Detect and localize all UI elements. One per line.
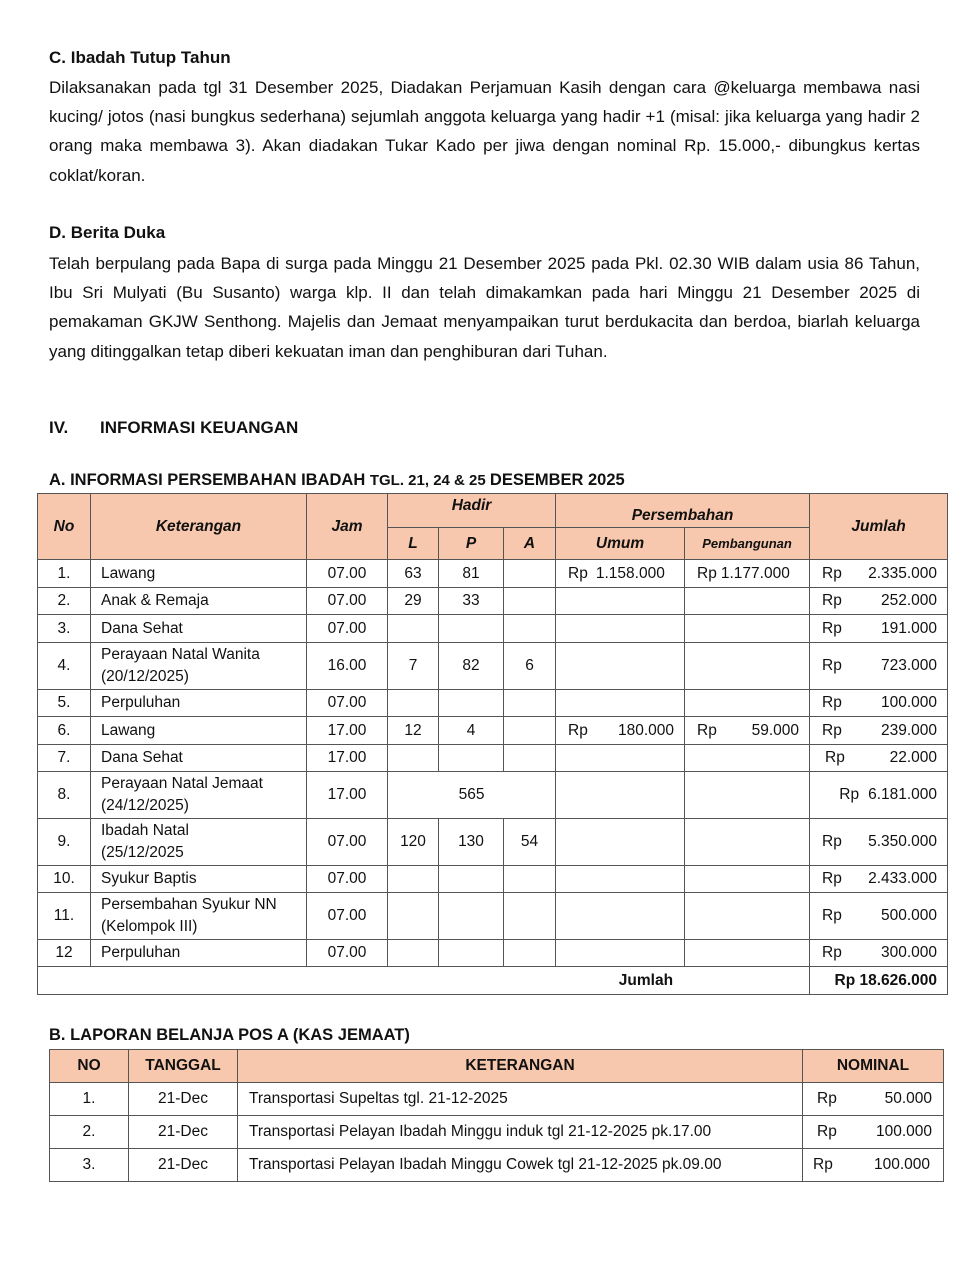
cell-jam: 07.00 [307,615,388,643]
cell-keterangan: Perpuluhan [91,940,307,967]
cell-a [504,690,556,717]
cell-no: 8. [38,772,91,819]
cell-pembangunan [685,643,810,690]
cell-no: 10. [38,866,91,893]
cell-keterangan: Transportasi Supeltas tgl. 21-12-2025 [238,1083,803,1116]
cell-pembangunan: Rp 59.000 [685,717,810,745]
cell-jam: 16.00 [307,643,388,690]
cell-no: 6. [38,717,91,745]
cell-pembangunan [685,615,810,643]
cell-no: 12 [38,940,91,967]
table-row [50,1149,944,1182]
cell-no: 4. [38,643,91,690]
cell-jumlah: Rp 5.350.000 [810,819,948,866]
cell-jam: 17.00 [307,772,388,819]
cell-keterangan: Perayaan Natal Wanita (20/12/2025) [91,643,307,690]
cell-p [439,866,504,893]
total-value: Rp 18.626.000 [810,967,948,995]
cell-no: 5. [38,690,91,717]
cell-keterangan: Dana Sehat [91,615,307,643]
header-keterangan: Keterangan [91,494,307,560]
section-iv-heading [49,418,298,438]
cell-no: 7. [38,745,91,772]
cell-pembangunan [685,588,810,615]
cell-keterangan: Transportasi Pelayan Ibadah Minggu induk tgl 21-12-2025 pk.17.00 [238,1116,803,1149]
cell-nominal: Rp 50.000 [803,1083,944,1116]
table-a-title [49,471,625,490]
table-row [38,772,948,819]
cell-jumlah: Rp 239.000 [810,717,948,745]
expense-table [49,1049,944,1182]
table-row [38,745,948,772]
cell-jam: 07.00 [307,560,388,588]
cell-pembangunan [685,866,810,893]
table-b-title: B. LAPORAN BELANJA POS A (KAS JEMAAT) [49,1026,410,1044]
cell-a [504,866,556,893]
cell-pembangunan: Rp 1.177.000 [685,560,810,588]
cell-pembangunan [685,772,810,819]
cell-no: 1. [38,560,91,588]
table-row [38,819,948,866]
cell-jumlah: Rp 500.000 [810,893,948,940]
cell-jumlah: Rp 191.000 [810,615,948,643]
header-tanggal: TANGGAL [129,1050,238,1083]
cell-keterangan: Anak & Remaja [91,588,307,615]
cell-pembangunan [685,745,810,772]
cell-jumlah: Rp 252.000 [810,588,948,615]
cell-a [504,745,556,772]
cell-l [388,940,439,967]
cell-umum [556,893,685,940]
table-a-title-date: TGL. 21, 24 & 25 [369,472,490,489]
cell-hadir-total: 565 [388,772,556,819]
table-row [38,866,948,893]
cell-umum [556,643,685,690]
cell-tanggal: 21-Dec [129,1083,238,1116]
cell-jam: 07.00 [307,866,388,893]
cell-a [504,588,556,615]
cell-jam: 17.00 [307,717,388,745]
cell-nominal: Rp 100.000 [803,1116,944,1149]
cell-a [504,893,556,940]
cell-no: 2. [50,1116,129,1149]
cell-jam: 17.00 [307,745,388,772]
cell-p [439,745,504,772]
header-no: NO [50,1050,129,1083]
table-row [38,560,948,588]
cell-keterangan: Syukur Baptis [91,866,307,893]
cell-l [388,745,439,772]
cell-l: 12 [388,717,439,745]
cell-jam: 07.00 [307,893,388,940]
table-row [38,643,948,690]
cell-l [388,615,439,643]
cell-p: 130 [439,819,504,866]
section-d-title: D. Berita Duka [49,223,166,242]
cell-p: 33 [439,588,504,615]
cell-tanggal: 21-Dec [129,1149,238,1182]
cell-umum: Rp 1.158.000 [556,560,685,588]
section-c-title: C. Ibadah Tutup Tahun [49,48,231,67]
table-a-title-main: A. INFORMASI PERSEMBAHAN IBADAH [49,471,370,489]
table-row [38,588,948,615]
cell-no: 3. [50,1149,129,1182]
cell-l: 29 [388,588,439,615]
cell-keterangan: Persembahan Syukur NN (Kelompok III) [91,893,307,940]
cell-keterangan: Ibadah Natal (25/12/2025 [91,819,307,866]
header-l: L [388,528,439,560]
cell-a [504,615,556,643]
cell-no: 2. [38,588,91,615]
cell-pembangunan [685,940,810,967]
cell-keterangan: Dana Sehat [91,745,307,772]
cell-keterangan: Perayaan Natal Jemaat (24/12/2025) [91,772,307,819]
section-iv-title: INFORMASI KEUANGAN [100,418,299,437]
header-umum: Umum [556,528,685,560]
cell-umum [556,866,685,893]
cell-umum [556,940,685,967]
cell-pembangunan [685,819,810,866]
header-pembangunan: Pembangunan [685,528,810,560]
total-label: Jumlah [38,967,810,995]
cell-jam: 07.00 [307,588,388,615]
header-hadir: Hadir [388,494,556,528]
cell-no: 11. [38,893,91,940]
cell-l [388,893,439,940]
cell-jumlah: Rp 2.335.000 [810,560,948,588]
cell-pembangunan [685,893,810,940]
cell-a: 6 [504,643,556,690]
cell-umum [556,745,685,772]
section-c-body: Dilaksanakan pada tgl 31 Desember 2025, Diadakan Perjamuan Kasih dengan cara @keluarga membawa nasi kucing/ jotos (nasi bungkus sederhana) sejumlah anggota keluarga yang hadir +1 (misal: jika keluarga yang hadir 2 orang maka membawa 3). Akan diadakan Tukar Kado per jiwa dengan nominal Rp. 15.000,- dibungkus kertas coklat/koran. [49,78,920,185]
cell-p: 81 [439,560,504,588]
offering-table [37,493,948,995]
cell-p [439,690,504,717]
cell-nominal: Rp 100.000 [803,1149,944,1182]
cell-jam: 07.00 [307,940,388,967]
cell-a [504,717,556,745]
cell-no: 9. [38,819,91,866]
table-total-row [38,967,948,995]
header-no: No [38,494,91,560]
cell-l: 63 [388,560,439,588]
cell-jam: 07.00 [307,690,388,717]
cell-jumlah: Rp 723.000 [810,643,948,690]
section-iv-number: IV. [49,418,69,437]
cell-keterangan: Lawang [91,717,307,745]
table-a-title-end: DESEMBER 2025 [489,471,625,489]
cell-keterangan: Lawang [91,560,307,588]
table-row [50,1116,944,1149]
table-row [38,940,948,967]
header-persembahan: Persembahan [556,494,810,528]
cell-jumlah: Rp 2.433.000 [810,866,948,893]
cell-l [388,866,439,893]
cell-pembangunan [685,690,810,717]
cell-no: 1. [50,1083,129,1116]
cell-l: 7 [388,643,439,690]
header-jam: Jam [307,494,388,560]
header-keterangan: KETERANGAN [238,1050,803,1083]
cell-no: 3. [38,615,91,643]
cell-umum: Rp 180.000 [556,717,685,745]
cell-a [504,940,556,967]
cell-keterangan: Transportasi Pelayan Ibadah Minggu Cowek tgl 21-12-2025 pk.09.00 [238,1149,803,1182]
cell-umum [556,772,685,819]
header-jumlah: Jumlah [810,494,948,560]
cell-p: 82 [439,643,504,690]
cell-jumlah: Rp 300.000 [810,940,948,967]
cell-p [439,940,504,967]
cell-jam: 07.00 [307,819,388,866]
cell-tanggal: 21-Dec [129,1116,238,1149]
cell-jumlah: Rp 6.181.000 [810,772,948,819]
cell-a: 54 [504,819,556,866]
cell-jumlah: Rp 22.000 [810,745,948,772]
cell-umum [556,588,685,615]
cell-l [388,690,439,717]
table-row [50,1083,944,1116]
cell-umum [556,690,685,717]
cell-l: 120 [388,819,439,866]
cell-p [439,893,504,940]
cell-keterangan: Perpuluhan [91,690,307,717]
cell-umum [556,819,685,866]
cell-a [504,560,556,588]
cell-jumlah: Rp 100.000 [810,690,948,717]
header-nominal: NOMINAL [803,1050,944,1083]
table-row [38,690,948,717]
table-row [38,717,948,745]
table-row [38,615,948,643]
table-row [38,893,948,940]
header-a: A [504,528,556,560]
header-p: P [439,528,504,560]
cell-p [439,615,504,643]
cell-umum [556,615,685,643]
cell-p: 4 [439,717,504,745]
section-d-body: Telah berpulang pada Bapa di surga pada Minggu 21 Desember 2025 pada Pkl. 02.30 WIB dalam usia 86 Tahun, Ibu Sri Mulyati (Bu Susanto) warga klp. II dan telah dimakamkan pada hari Minggu 21 Desember 2025 di pemakaman GKJW Senthong. Majelis dan Jemaat menyampaikan turut berdukacita dan berdoa, biarlah keluarga yang ditinggalkan tetap diberi kekuatan iman dan penghiburan dari Tuhan. [49,254,920,361]
